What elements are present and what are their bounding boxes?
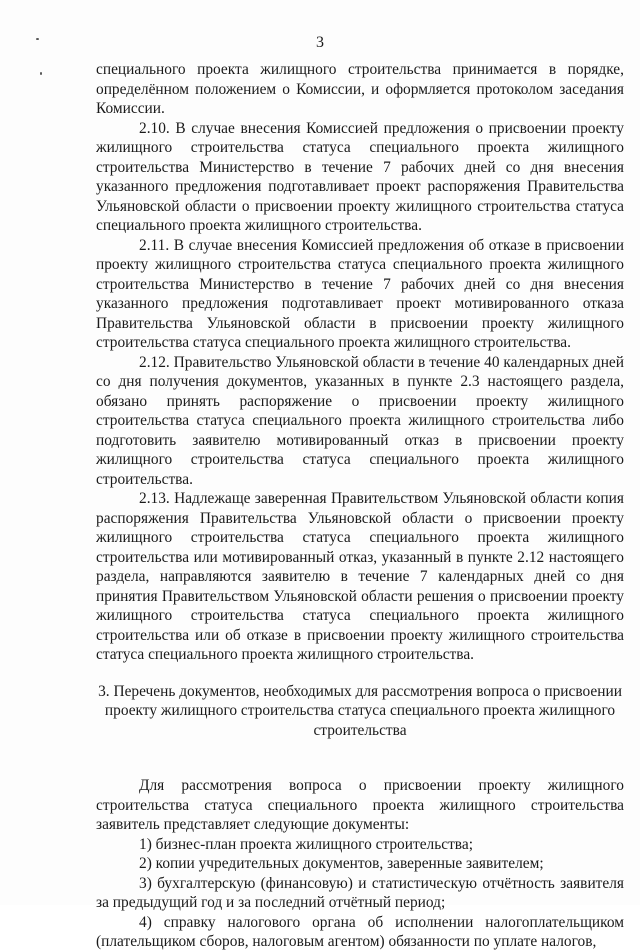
page-number: 3 <box>316 34 324 51</box>
document-body <box>96 60 624 952</box>
scan-speck <box>40 72 42 75</box>
paragraph-2-10: 2.10. В случае внесения Комиссией предложения о присвоении проекту жилищного строительства статуса специального проекта жилищного строительства Министерство в течение 7 рабочих дней со дня внесения указанного предложения подготавливает проект распоряжения Правительства Ульяновской области о присвоении проекту жилищного строительства статуса специального проекта жилищного строительства. <box>96 119 624 234</box>
section-3-heading: 3. Перечень документов, необходимых для рассмотрения вопроса о присвоении проекту жилищного строительства статуса специального проекта жилищного строительства <box>98 682 622 739</box>
list-item: 2) копии учредительных документов, заверенные заявителем; <box>139 855 544 872</box>
list-item: 3) бухгалтерскую (финансовую) и статистическую отчётность заявителя за предыдущий год и за последний отчётный период; <box>96 874 624 911</box>
paragraph-2-13: 2.13. Надлежаще заверенная Правительством Ульяновской области копия распоряжения Правительства Ульяновской области о присвоении проекту жилищного строительства статуса специального проекта жилищного строительства или мотивированный отказ, указанный в пункте 2.12 настоящего раздела, направляются заявителю в течение 7 календарных дней со дня принятия Правительством Ульяновской области решения о присвоении проекту жилищного строительства статуса специального проекта жилищного строительства или об отказе в присвоении проекту жилищного строительства статуса специального проекта жилищного строительства. <box>96 490 624 663</box>
paragraph-2-12: 2.12. Правительство Ульяновской области в течение 40 календарных дней со дня получения документов, указанных в пункте 2.3 настоящего раздела, обязано принять распоряжение о присвоении проекту жилищного строительства статуса специального проекта жилищного строительства либо подготовить заявителю мотивированный отказ в присвоении проекту жилищного строительства статуса специального проекта жилищного строительства. <box>96 353 624 488</box>
section-3-intro: Для рассмотрения вопроса о присвоении проекту жилищного строительства статуса специального проекта жилищного строительства заявитель представляет следующие документы: <box>96 777 624 833</box>
paragraph-continuation: специального проекта жилищного строительства принимается в порядке, определённом положением о Комиссии, и оформляется протоколом заседания Комиссии. <box>96 61 624 117</box>
paragraph-2-11: 2.11. В случае внесения Комиссией предложения об отказе в присвоении проекту жилищного строительства статуса специального проекта жилищного строительства Министерство в течение 7 рабочих дней со дня внесения указанного предложения подготавливает проект мотивированного отказа Правительства Ульяновской области в присвоении проекту жилищного строительства статуса специального проекта жилищного строительства. <box>96 236 624 351</box>
list-item: 1) бизнес-план проекта жилищного строительства; <box>139 835 473 853</box>
list-item: 4) справку налогового органа об исполнении налогоплательщиком (плательщиком сборов, налоговым агентом) обязанности по уплате налогов, <box>96 913 624 950</box>
